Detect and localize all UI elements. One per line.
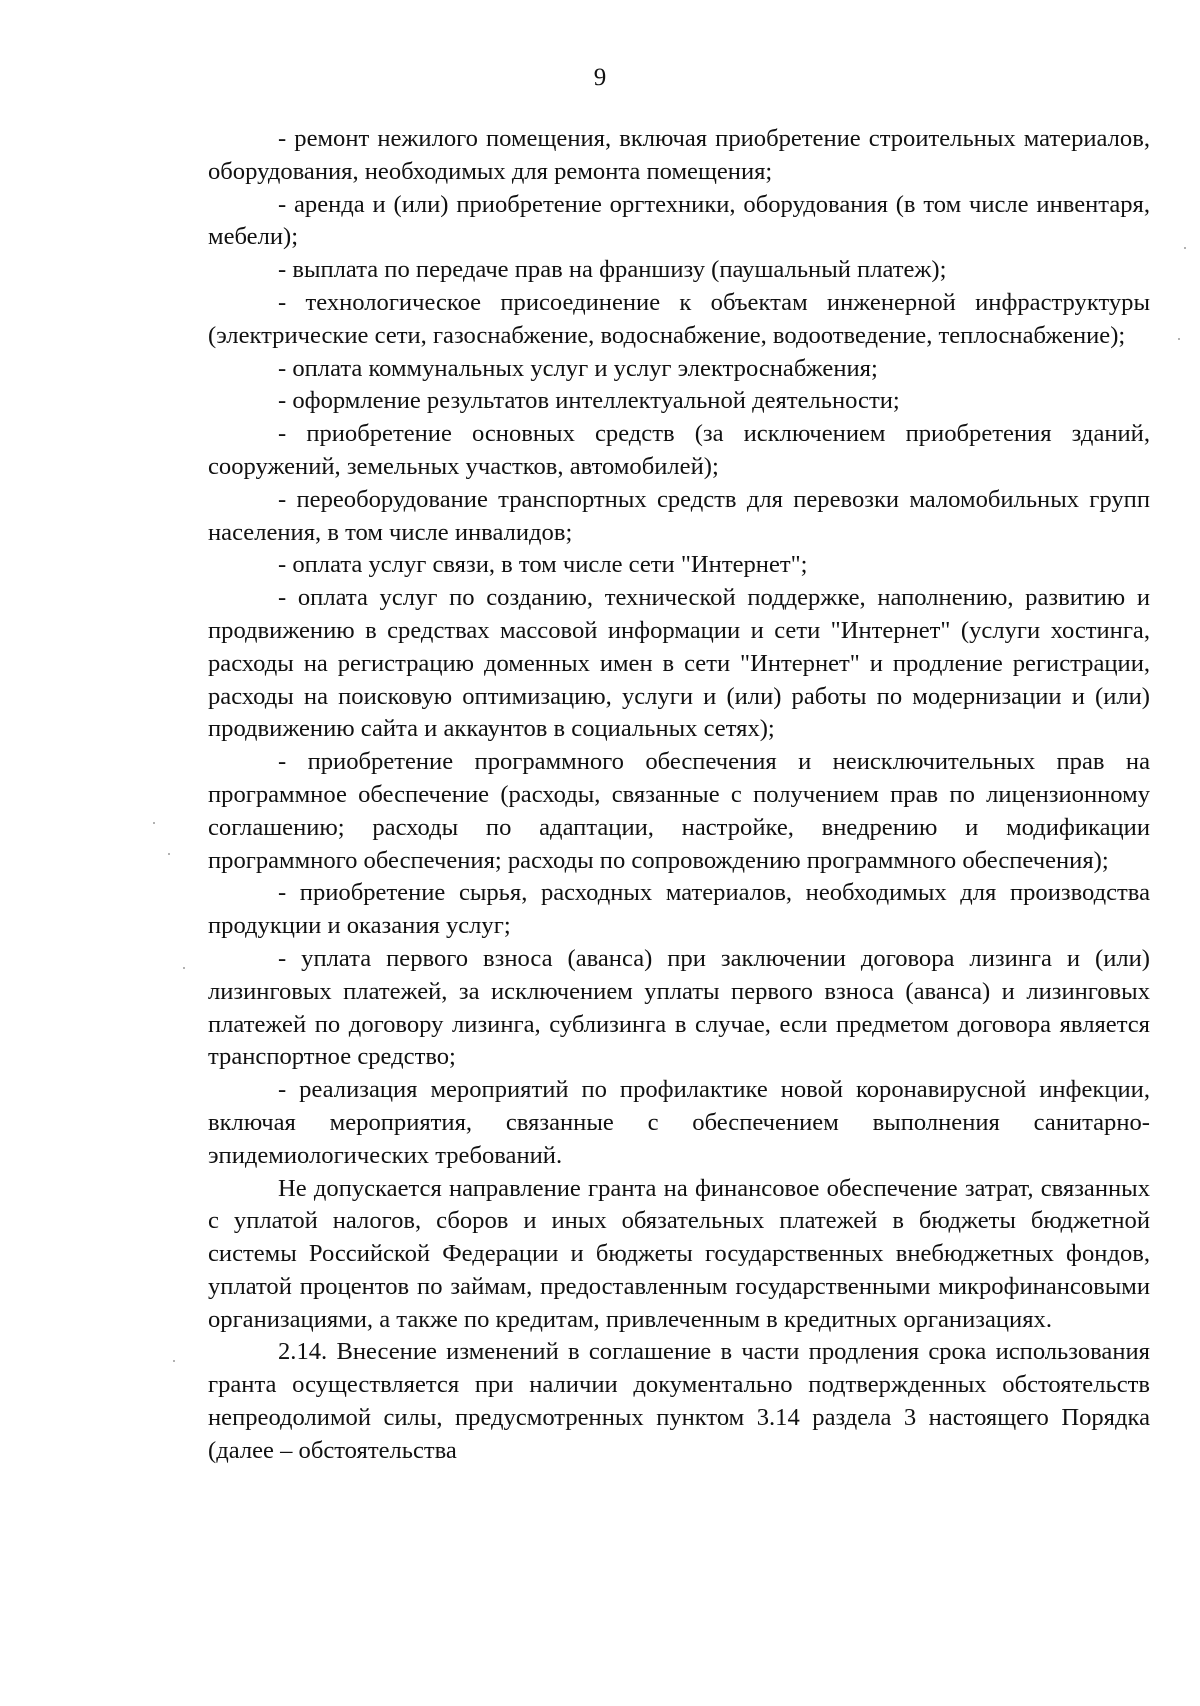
scan-speck bbox=[1184, 247, 1186, 249]
list-item-software: - приобретение программного обеспечения и неисключительных прав на программное обеспечение (расходы, связанные с получением прав по лицензионному соглашению; расходы по адаптации, настройке, внедрению и модификации программного обеспечения; расходы по сопровождению программного обеспечения); bbox=[208, 748, 1150, 874]
list-item-covid-prevention: - реализация мероприятий по профилактике новой коронавирусной инфекции, включая мероприятия, связанные с обеспечением выполнения санитарно-эпидемиологических требований. bbox=[208, 1076, 1150, 1169]
list-item-intellectual-property: - оформление результатов интеллектуальной деятельности; bbox=[278, 387, 900, 415]
list-item-utilities-payment: - оплата коммунальных услуг и услуг электроснабжения; bbox=[278, 354, 878, 382]
scan-speck bbox=[168, 853, 170, 855]
list-item-renovation: - ремонт нежилого помещения, включая приобретение строительных материалов, оборудования, необходимых для ремонта помещения; bbox=[208, 125, 1150, 185]
document-body bbox=[208, 123, 1150, 1468]
list-item-utility-connection: - технологическое присоединение к объектам инженерной инфраструктуры (электрические сети, газоснабжение, водоснабжение, водоотведение, теплоснабжение); bbox=[208, 288, 1150, 349]
list-item-vehicle-conversion: - переоборудование транспортных средств для перевозки маломобильных групп населения, в том числе инвалидов; bbox=[208, 485, 1150, 546]
scan-speck bbox=[153, 822, 155, 824]
list-item-office-equipment: - аренда и (или) приобретение оргтехники, оборудования (в том числе инвентаря, мебели); bbox=[208, 190, 1150, 251]
paragraph-section-2-14: 2.14. Внесение изменений в соглашение в части продления срока использования гранта осуществляется при наличии документально подтвержденных обстоятельств непреодолимой силы, предусмотренных пунктом 3.14 раздела 3 настоящего Порядка (далее – обстоятельства bbox=[208, 1338, 1150, 1464]
list-item-franchise: - выплата по передаче прав на франшизу (паушальный платеж); bbox=[278, 256, 947, 284]
list-item-leasing: - уплата первого взноса (аванса) при заключении договора лизинга и (или) лизинговых платежей, за исключением уплаты первого взноса (аванса) и лизинговых платежей по договору лизинга, сублизинга в случае, если предметом договора является транспортное средство; bbox=[208, 944, 1150, 1071]
list-item-internet-promotion: - оплата услуг по созданию, технической поддержке, наполнению, развитию и продвижению в средствах массовой информации и сети "Интернет" (услуги хостинга, расходы на регистрацию доменных имен в сети "Интернет" и продление регистрации, расходы на поисковую оптимизацию, услуги и (или) работы по модернизации и (или) продвижению сайта и аккаунтов в социальных сетях); bbox=[208, 584, 1150, 743]
scan-speck bbox=[173, 1360, 175, 1362]
list-item-fixed-assets: - приобретение основных средств (за исключением приобретения зданий, сооружений, земельных участков, автомобилей); bbox=[208, 420, 1150, 480]
scan-speck bbox=[1178, 338, 1180, 340]
paragraph-restrictions: Не допускается направление гранта на финансовое обеспечение затрат, связанных с уплатой налогов, сборов и иных обязательных платежей в бюджеты бюджетной системы Российской Федерации и бюджеты государственных внебюджетных фондов, уплатой процентов по займам, предоставленным государственными микрофинансовыми организациями, а также по кредитам, привлеченным в кредитных организациях. bbox=[208, 1174, 1150, 1333]
list-item-communication: - оплата услуг связи, в том числе сети "Интернет"; bbox=[278, 551, 808, 579]
list-item-raw-materials: - приобретение сырья, расходных материалов, необходимых для производства продукции и оказания услуг; bbox=[208, 879, 1150, 940]
page-number: 9 bbox=[593, 64, 607, 91]
scan-speck bbox=[183, 967, 185, 969]
